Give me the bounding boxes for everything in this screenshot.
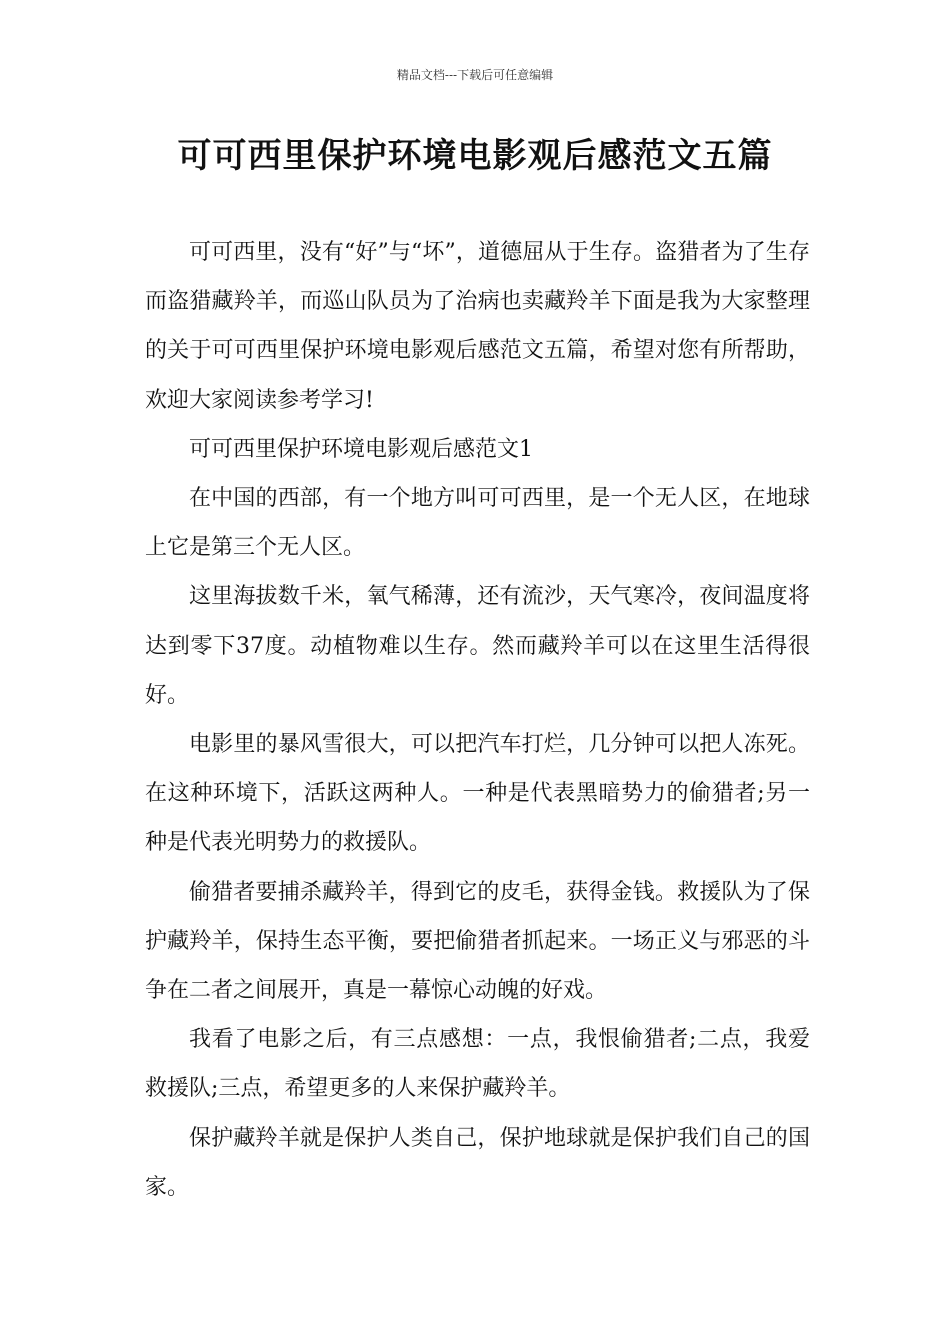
paragraph: 电影里的暴风雪很大，可以把汽车打烂，几分钟可以把人冻死。在这种环境下，活跃这两种人。一种是代表黑暗势力的偷猎者;另一种是代表光明势力的救援队。 xyxy=(145,732,810,856)
document-title: 可可西里保护环境电影观后感范文五篇 xyxy=(177,136,773,176)
paragraph: 偷猎者要捕杀藏羚羊，得到它的皮毛，获得金钱。救援队为了保护藏羚羊，保持生态平衡，要把偷猎者抓起来。一场正义与邪恶的斗争在二者之间展开，真是一幕惊心动魄的好戏。 xyxy=(145,879,810,1004)
section-heading-1: 可可西里保护环境电影观后感范文1 xyxy=(189,436,533,462)
paragraph: 这里海拔数千米，氧气稀薄，还有流沙，天气寒冷，夜间温度将达到零下37度。动植物难以生存。然而藏羚羊可以在这里生活得很好。 xyxy=(145,584,810,708)
document-body xyxy=(145,228,810,1212)
paragraph-intro: 可可西里，没有“好”与“坏”，道德屈从于生存。盗猎者为了生存而盗猎藏羚羊，而巡山队员为了治病也卖藏羚羊下面是我为大家整理的关于可可西里保护环境电影观后感范文五篇，希望对您有所帮助，欢迎大家阅读参考学习! xyxy=(145,240,810,413)
paragraph: 我看了电影之后，有三点感想：一点，我恨偷猎者;二点，我爱救援队;三点，希望更多的人来保护藏羚羊。 xyxy=(145,1027,810,1102)
paragraph: 保护藏羚羊就是保护人类自己，保护地球就是保护我们自己的国家。 xyxy=(145,1125,810,1200)
paragraph: 在中国的西部，有一个地方叫可可西里，是一个无人区，在地球上它是第三个无人区。 xyxy=(145,486,810,561)
header-note: 精品文档---下载后可任意编辑 xyxy=(396,68,554,82)
